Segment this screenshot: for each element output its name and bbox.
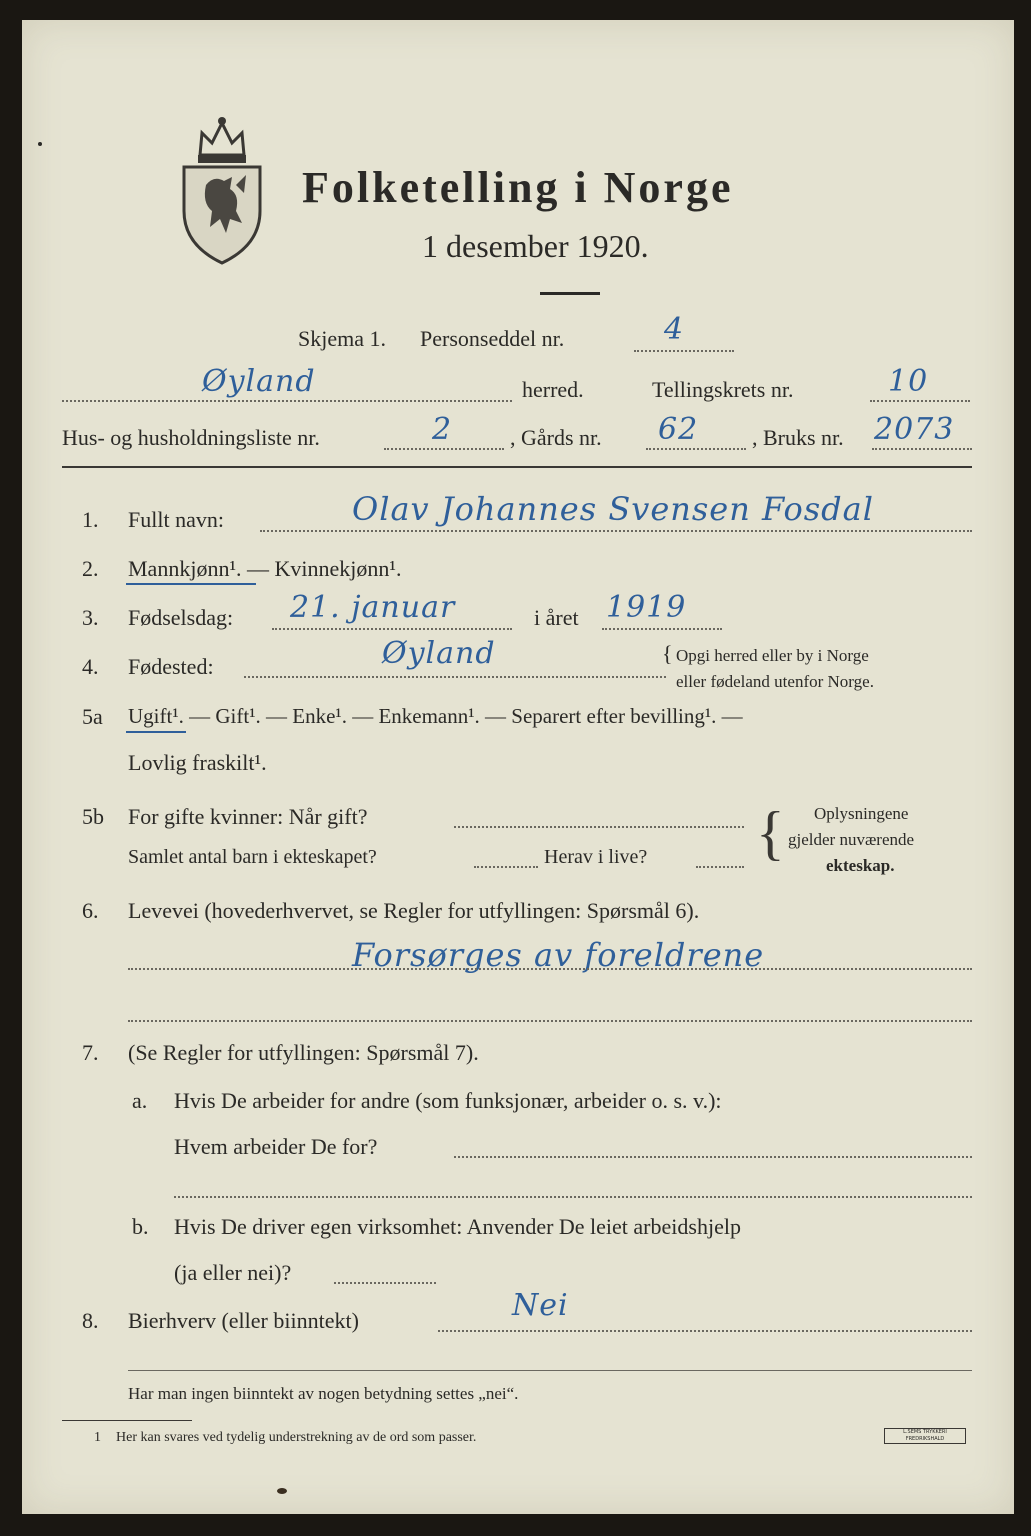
q2-number: 2.: [82, 556, 99, 581]
gender-options: Mannkjønn¹. — Kvinnekjønn¹.: [128, 556, 402, 581]
footnote-marker: 1: [94, 1430, 101, 1445]
q8-number: 8.: [82, 1308, 99, 1333]
employed-label: Hvis De arbeider for andre (som funksjonær, arbeider o. s. v.):: [174, 1088, 722, 1113]
work-rules-label: (Se Regler for utfyllingen: Spørsmål 7).: [128, 1040, 479, 1065]
birthplace-note-1: Opgi herred eller by i Norge: [676, 646, 869, 665]
year-label: i året: [534, 605, 579, 630]
side-income-label: Bierhverv (eller biinntekt): [128, 1308, 359, 1333]
schema-label: Skjema 1.: [298, 326, 386, 351]
bruks-value[interactable]: 2073: [874, 412, 955, 447]
person-number-value[interactable]: 4: [664, 312, 685, 347]
hus-value[interactable]: 2: [432, 412, 453, 447]
side-income-value[interactable]: Nei: [512, 1288, 569, 1323]
q4-number: 4.: [82, 654, 99, 679]
marriage-note-1: Oplysningene: [814, 804, 909, 823]
employer-field[interactable]: [454, 1156, 972, 1158]
gards-value[interactable]: 62: [658, 412, 699, 447]
gards-label: , Gårds nr.: [510, 425, 602, 450]
employer-extra-line[interactable]: [174, 1196, 972, 1198]
occupation-extra-line[interactable]: [128, 1020, 972, 1022]
birthplace-note-2: eller fødeland utenfor Norge.: [676, 672, 874, 691]
header-divider: [62, 466, 972, 468]
coat-of-arms-icon: [180, 115, 264, 265]
footnote-divider: [62, 1420, 192, 1421]
birthplace-value[interactable]: Øyland: [382, 636, 496, 671]
full-name-label: Fullt navn:: [128, 507, 224, 532]
q1-number: 1.: [82, 507, 99, 532]
q8-divider: [128, 1370, 972, 1371]
q6-number: 6.: [82, 898, 99, 923]
occupation-value[interactable]: Forsørges av foreldrene: [352, 936, 765, 974]
marital-options-2: Lovlig fraskilt¹.: [128, 750, 267, 775]
herred-label: herred.: [522, 377, 584, 402]
married-when-field[interactable]: [454, 826, 744, 828]
title-divider: [540, 292, 600, 295]
children-label: Samlet antal barn i ekteskapet?: [128, 846, 377, 868]
self-employed-label: Hvis De driver egen virksomhet: Anvender De leiet arbeidshjelp: [174, 1214, 741, 1239]
q7a-number: a.: [132, 1088, 148, 1113]
q5b-number: 5b: [82, 804, 104, 829]
ink-blot: [277, 1488, 287, 1494]
footnote-text: Her kan svares ved tydelig understrekning av de ord som passer.: [116, 1430, 477, 1445]
birthdate-value[interactable]: 21. januar: [290, 590, 456, 625]
hired-help-label: (ja eller nei)?: [174, 1260, 292, 1285]
employer-label: Hvem arbeider De for?: [174, 1134, 378, 1159]
marital-options-1: Ugift¹. — Gift¹. — Enke¹. — Enkemann¹. — Separert efter bevilling¹. —: [128, 704, 743, 728]
q5a-number: 5a: [82, 704, 103, 729]
full-name-value[interactable]: Olav Johannes Svensen Fosdal: [352, 490, 874, 528]
herred-value[interactable]: Øyland: [202, 364, 316, 399]
person-label: Personseddel nr.: [420, 326, 565, 351]
marriage-note-3: ekteskap.: [826, 856, 895, 875]
occupation-label: Levevei (hovederhvervet, se Regler for utfyllingen: Spørsmål 6).: [128, 898, 700, 923]
krets-value[interactable]: 10: [888, 364, 929, 399]
hus-label: Hus- og husholdningsliste nr.: [62, 425, 320, 450]
bruks-label: , Bruks nr.: [752, 425, 844, 450]
census-date: 1 desember 1920.: [422, 228, 649, 264]
birth-year-value[interactable]: 1919: [606, 590, 687, 625]
ink-dot: [38, 142, 42, 146]
census-form: Folketelling i Norge 1 desember 1920. Skjema 1. Personseddel nr. 4 Øyland herred. Tellingskrets nr. 10 Hus- og husholdningsliste nr. 2 , Gårds nr. 62 , Bruks nr. 2073 1. Fullt navn: Olav Johannes Svensen Fosdal 2. Mannkjønn¹. — Kvinnekjønn¹. 3. Fødselsdag: 21. januar i året 1919 4. Fødested: Øyland { Opgi herred eller by i Norge eller fødeland utenfor Norge. 5a Ugift¹. — Gift¹. — Enke¹. — Enkemann¹. — Separert efter bevilling¹. — Lovlig fraskilt¹. 5b For gifte kvinner: Når gift? Samlet antal barn i ekteskapet? Herav i live? { Oplysningene gjelder nuværende ekteskap. 6. Levevei (hovederhvervet, se Regler for utfyllingen: Spørsmål 6). Forsørges av foreldrene 7. (Se Regler for utfyllingen: Spørsmål 7). a. Hvis De arbeider for andre (som funksjonær, arbeider o. s. v.): Hvem arbeider De for? b. Hvis De driver egen virksomhet: Anvender De leiet arbeidshjelp (ja eller nei)? 8. Bierhverv (eller biinntekt) Nei Har man ingen biinntekt av nogen betydning settes „nei“. 1 Her kan svares ved tydelig understrekning av de ord som passer. L.SEMS TRYKKERI FREDRIKSHALD: [22, 20, 1014, 1514]
marital-underline: [126, 731, 186, 733]
marriage-note-2: gjelder nuværende: [788, 830, 915, 849]
gender-underline: [126, 583, 256, 585]
birthplace-label: Fødested:: [128, 654, 214, 679]
q3-number: 3.: [82, 605, 99, 630]
q7-number: 7.: [82, 1040, 99, 1065]
printer-stamp: L.SEMS TRYKKERI FREDRIKSHALD: [884, 1428, 966, 1444]
married-when-label: For gifte kvinner: Når gift?: [128, 804, 368, 829]
birthdate-label: Fødselsdag:: [128, 605, 234, 630]
page-title: Folketelling i Norge: [302, 163, 734, 212]
alive-label: Herav i live?: [544, 846, 648, 868]
krets-label: Tellingskrets nr.: [652, 377, 794, 402]
income-note: Har man ingen biinntekt av nogen betydning settes „nei“.: [128, 1384, 519, 1403]
children-field[interactable]: [474, 866, 538, 868]
hired-help-field[interactable]: [334, 1282, 436, 1284]
q7b-number: b.: [132, 1214, 149, 1239]
alive-field[interactable]: [696, 866, 744, 868]
